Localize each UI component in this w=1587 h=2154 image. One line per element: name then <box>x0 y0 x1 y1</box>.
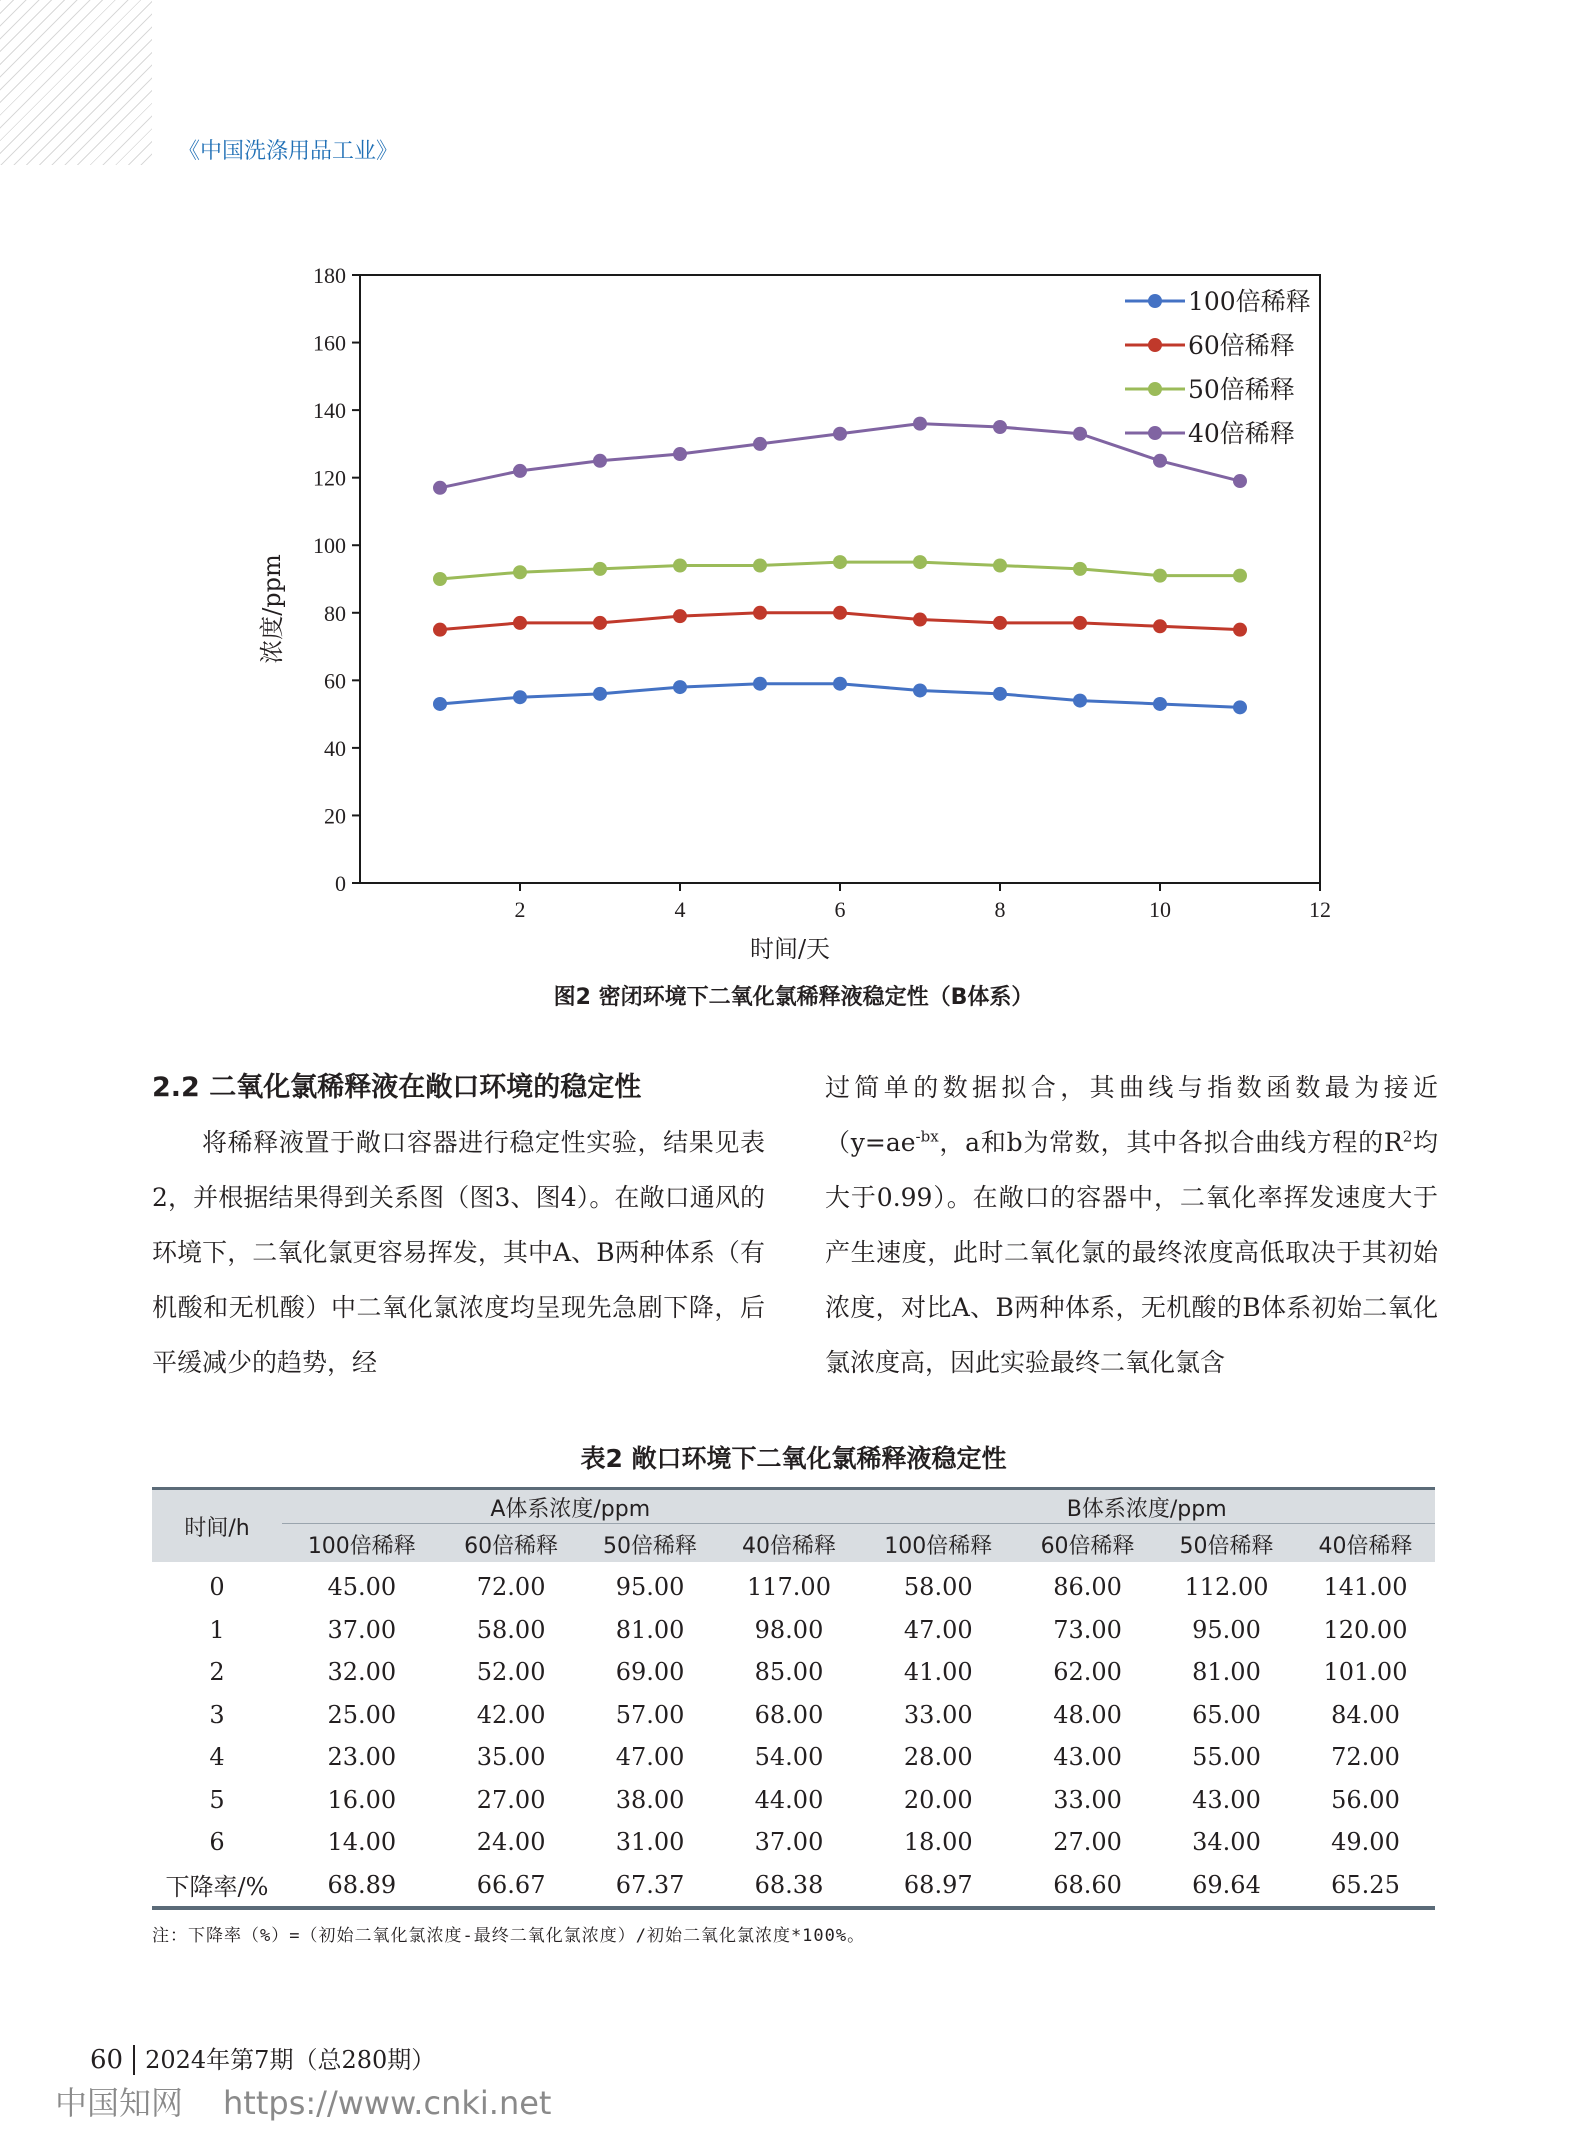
table-cell: 48.00 <box>1053 1700 1122 1729</box>
issue-info: 2024年第7期（总280期） <box>145 2046 436 2074</box>
table-sub-header: 50倍稀释 <box>581 1526 720 1562</box>
page-number: 60 <box>90 2045 135 2075</box>
table-cell: 69.64 <box>1157 1864 1296 1909</box>
exponent-superscript: -bx <box>915 1127 939 1146</box>
table-cell: 33.00 <box>903 1700 973 1729</box>
data-point <box>993 420 1007 434</box>
table-row-time: 下降率/% <box>152 1864 282 1909</box>
table-cell: 56.00 <box>1331 1785 1400 1814</box>
data-point <box>433 572 447 586</box>
data-point <box>1073 562 1087 576</box>
x-tick-label: 2 <box>514 897 526 922</box>
legend-marker <box>1148 294 1162 308</box>
y-tick-label: 180 <box>313 263 346 288</box>
corner-hatch-decoration <box>0 0 152 165</box>
data-point <box>833 606 847 620</box>
table-cell: 31.00 <box>615 1828 685 1857</box>
table-cell: 41.00 <box>903 1658 973 1687</box>
x-axis-label: 时间/天 <box>749 935 831 963</box>
data-point <box>433 623 447 637</box>
table-cell: 34.00 <box>1192 1828 1261 1857</box>
table-cell: 65.00 <box>1192 1700 1261 1729</box>
paragraph-right <box>825 1060 1438 1390</box>
table-cell: 66.67 <box>442 1864 581 1909</box>
table-cell: 24.00 <box>476 1828 546 1857</box>
table-row <box>152 1779 1435 1822</box>
data-point <box>1073 616 1087 630</box>
table-cell: 43.00 <box>1192 1785 1261 1814</box>
table-cell: 57.00 <box>615 1700 685 1729</box>
data-point <box>1153 619 1167 633</box>
table-row <box>152 1651 1435 1694</box>
y-tick-label: 120 <box>313 465 346 491</box>
table-cell: 23.00 <box>327 1743 397 1772</box>
data-point <box>833 555 847 569</box>
data-table <box>152 1487 1435 1910</box>
table-row <box>152 1864 1435 1909</box>
legend-label: 100倍稀释 <box>1188 287 1311 316</box>
legend-label: 50倍稀释 <box>1188 375 1295 404</box>
data-point <box>913 683 927 697</box>
table-cell: 45.00 <box>327 1573 397 1602</box>
table-row-time: 6 <box>209 1828 225 1857</box>
table-cell: 72.00 <box>476 1573 546 1602</box>
table-sub-header: 60倍稀释 <box>442 1526 581 1562</box>
table-cell: 85.00 <box>754 1658 824 1687</box>
table-sub-header: 40倍稀释 <box>1296 1526 1435 1562</box>
figure-caption: 图2 密闭环境下二氧化氯稀释液稳定性（B体系） <box>553 985 1034 1010</box>
y-tick-label: 60 <box>324 668 346 694</box>
y-tick-label: 40 <box>324 735 346 761</box>
table-cell: 68.97 <box>858 1864 1018 1909</box>
table-cell: 27.00 <box>1053 1828 1122 1857</box>
table-cell: 25.00 <box>327 1700 397 1729</box>
watermark-url: https://www.cnki.net <box>223 2084 552 2122</box>
line-chart <box>240 255 1340 975</box>
x-tick-label: 10 <box>1149 897 1171 922</box>
table-row-time: 3 <box>209 1700 225 1729</box>
table-caption: 表2 敞口环境下二氧化氯稀释液稳定性 <box>580 1444 1007 1473</box>
legend-label: 40倍稀释 <box>1188 419 1295 448</box>
text-column-right <box>825 1060 1438 1390</box>
table-cell: 95.00 <box>1192 1615 1261 1644</box>
table-cell: 117.00 <box>746 1573 831 1602</box>
table-cell: 65.25 <box>1296 1864 1435 1909</box>
table-cell: 81.00 <box>1192 1658 1261 1687</box>
data-point <box>593 687 607 701</box>
table-cell: 16.00 <box>327 1785 397 1814</box>
data-point <box>593 616 607 630</box>
data-point <box>1153 697 1167 711</box>
table-cell: 72.00 <box>1331 1743 1400 1772</box>
table-sub-header: 60倍稀释 <box>1018 1526 1157 1562</box>
table-group-a-header <box>282 1489 858 1527</box>
y-tick-label: 140 <box>313 398 346 424</box>
table-cell: 52.00 <box>476 1658 546 1687</box>
x-tick-label: 4 <box>674 897 686 922</box>
table-cell: 58.00 <box>903 1573 973 1602</box>
watermark <box>55 2078 551 2124</box>
data-point <box>913 417 927 431</box>
table-cell: 73.00 <box>1053 1615 1122 1644</box>
table-cell: 42.00 <box>476 1700 546 1729</box>
data-point <box>913 613 927 627</box>
data-point <box>1233 474 1247 488</box>
paragraph-right-part2: ，a和b为常数，其中各拟合曲线方程的R <box>938 1128 1403 1157</box>
table-cell: 54.00 <box>754 1743 824 1772</box>
table-row <box>152 1736 1435 1779</box>
x-tick-label: 6 <box>834 897 846 922</box>
table-sub-header: 100倍稀释 <box>282 1526 442 1562</box>
y-tick-label: 80 <box>324 600 346 626</box>
y-tick-label: 100 <box>313 533 346 559</box>
table-group-b-header <box>858 1489 1435 1527</box>
table-cell: 141.00 <box>1323 1573 1408 1602</box>
table-cell: 101.00 <box>1323 1658 1408 1687</box>
table-cell: 14.00 <box>327 1828 397 1857</box>
table-sub-header: 40倍稀释 <box>720 1526 859 1562</box>
data-point <box>673 558 687 572</box>
data-point <box>513 690 527 704</box>
table-cell: 37.00 <box>327 1615 397 1644</box>
table-cell: 43.00 <box>1053 1743 1122 1772</box>
table-sub-header-row <box>152 1526 1435 1562</box>
data-point <box>913 555 927 569</box>
section-heading: 2.2 二氧化氯稀释液在敞口环境的稳定性 <box>152 1072 642 1103</box>
y-tick-label: 160 <box>313 330 346 356</box>
table-cell: 86.00 <box>1053 1573 1122 1602</box>
table-cell: 47.00 <box>615 1743 685 1772</box>
table-cell: 38.00 <box>615 1785 685 1814</box>
table-cell: 69.00 <box>615 1658 685 1687</box>
table-row <box>152 1821 1435 1864</box>
table-note: 注：下降率（%）=（初始二氧化氯浓度-最终二氧化氯浓度）/初始二氧化氯浓度*100%。 <box>152 1926 866 1946</box>
data-point <box>513 565 527 579</box>
table-time-header: 时间/h <box>152 1489 282 1563</box>
text-column-left <box>152 1060 765 1390</box>
table-cell: 67.37 <box>581 1864 720 1909</box>
table-cell: 44.00 <box>754 1785 824 1814</box>
table-cell: 84.00 <box>1331 1700 1400 1729</box>
table-cell: 95.00 <box>615 1573 685 1602</box>
data-point <box>993 616 1007 630</box>
table-cell: 18.00 <box>903 1828 973 1857</box>
legend-label: 60倍稀释 <box>1188 331 1295 360</box>
paragraph-right-part3: 均大于0.99）。在敞口的容器中，二氧化率挥发速度大于产生速度，此时二氧化氯的最终浓度高低取决于其初始浓度，对比A、B两种体系，无机酸的B体系初始二氧化氯浓度高，因此实验最终二氧化氯含 <box>825 1128 1438 1377</box>
table-sub-header: 50倍稀释 <box>1157 1526 1296 1562</box>
table-cell: 112.00 <box>1184 1573 1269 1602</box>
data-point <box>833 677 847 691</box>
group-a-label: A体系浓度/ppm <box>282 1492 858 1524</box>
table-cell: 68.00 <box>754 1700 824 1729</box>
data-point <box>593 562 607 576</box>
data-point <box>993 558 1007 572</box>
table-cell: 20.00 <box>903 1785 973 1814</box>
data-point <box>1233 569 1247 583</box>
table-cell: 28.00 <box>903 1743 973 1772</box>
x-tick-label: 12 <box>1309 897 1331 922</box>
table-cell: 68.89 <box>282 1864 442 1909</box>
plot-frame <box>360 275 1320 883</box>
data-point <box>1153 569 1167 583</box>
r-squared-superscript: 2 <box>1402 1127 1413 1146</box>
journal-title: 《中国洗涤用品工业》 <box>178 139 399 164</box>
data-point <box>1233 623 1247 637</box>
table-sub-header: 100倍稀释 <box>858 1526 1018 1562</box>
table-cell: 68.60 <box>1018 1864 1157 1909</box>
table-cell: 98.00 <box>754 1615 824 1644</box>
table-cell: 55.00 <box>1192 1743 1261 1772</box>
table-cell: 68.38 <box>720 1864 859 1909</box>
data-point <box>753 677 767 691</box>
table-cell: 37.00 <box>754 1828 824 1857</box>
paragraph-left: 将稀释液置于敞口容器进行稳定性实验，结果见表2，并根据结果得到关系图（图3、图4）。在敞口通风的环境下，二氧化氯更容易挥发，其中A、B两种体系（有机酸和无机酸）中二氧化氯浓度均呈现先急剧下降，后平缓减少的趋势，经 <box>152 1128 765 1377</box>
data-point <box>993 687 1007 701</box>
data-point <box>1073 427 1087 441</box>
data-point <box>513 616 527 630</box>
x-tick-label: 8 <box>994 897 1006 922</box>
table-cell: 33.00 <box>1053 1785 1122 1814</box>
data-point <box>753 558 767 572</box>
y-tick-label: 20 <box>324 803 346 829</box>
data-point <box>433 697 447 711</box>
data-point <box>1073 694 1087 708</box>
data-point <box>673 609 687 623</box>
legend-marker <box>1148 338 1162 352</box>
data-point <box>593 454 607 468</box>
legend-marker <box>1148 426 1162 440</box>
data-point <box>753 606 767 620</box>
table-group-header-row <box>152 1489 1435 1527</box>
data-point <box>433 481 447 495</box>
table-cell: 120.00 <box>1323 1615 1408 1644</box>
data-point <box>1233 700 1247 714</box>
line-chart-svg <box>240 255 1340 975</box>
data-point <box>753 437 767 451</box>
table-row <box>152 1609 1435 1652</box>
data-point <box>513 464 527 478</box>
table-cell: 58.00 <box>476 1615 546 1644</box>
table-cell: 27.00 <box>476 1785 546 1814</box>
table-row <box>152 1562 1435 1609</box>
table-cell: 47.00 <box>903 1615 973 1644</box>
table-row-time: 0 <box>209 1573 225 1602</box>
data-point <box>673 447 687 461</box>
watermark-brand: 中国知网 <box>55 2084 184 2122</box>
data-point <box>1153 454 1167 468</box>
table-row-time: 5 <box>209 1785 225 1814</box>
paragraph-right-part1: 过简单的数据拟合，其曲线与指数函数最为接近（y=ae <box>825 1073 1438 1157</box>
data-point <box>673 680 687 694</box>
table-body <box>152 1562 1435 1908</box>
table-cell: 32.00 <box>327 1658 397 1687</box>
y-tick-label: 0 <box>335 871 346 896</box>
data-point <box>833 427 847 441</box>
table-row-time: 2 <box>209 1658 225 1687</box>
legend-marker <box>1148 382 1162 396</box>
y-axis-label: 浓度/ppm <box>258 554 286 664</box>
table-row <box>152 1694 1435 1737</box>
page-footer <box>90 2040 435 2075</box>
group-b-label: B体系浓度/ppm <box>858 1492 1435 1524</box>
table-cell: 35.00 <box>476 1743 546 1772</box>
table-cell: 49.00 <box>1331 1828 1400 1857</box>
table-row-time: 1 <box>209 1615 225 1644</box>
table-cell: 62.00 <box>1053 1658 1122 1687</box>
table-row-time: 4 <box>209 1743 225 1772</box>
table-cell: 81.00 <box>615 1615 685 1644</box>
